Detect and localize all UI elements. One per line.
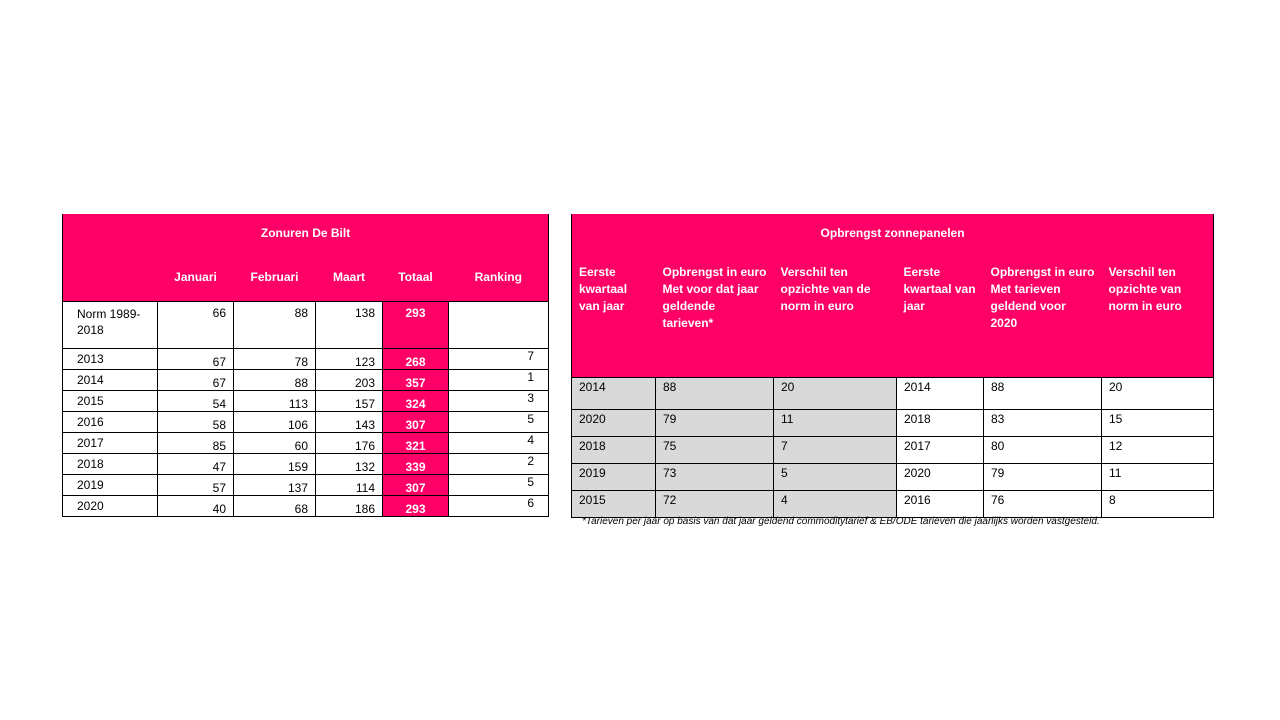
cell-maart: 132 (316, 454, 383, 475)
cell-opbrengst-jaar: 79 (656, 410, 774, 437)
footnote: *Tarieven per jaar op basis van dat jaar geldend commoditytarief & EB/ODE tarieven die jaarlijks worden vastgesteld. (582, 516, 1100, 527)
cell-maart: 123 (316, 349, 383, 370)
cell-maart: 114 (316, 475, 383, 496)
cell-verschil-norm-2: 11 (1102, 464, 1214, 491)
cell-opbrengst-2020: 76 (984, 491, 1102, 518)
table-row (63, 302, 549, 349)
table-row (63, 412, 549, 433)
opbrengst-header-opbrengst-2020: Opbrengst in euro Met tarieven geldend voor 2020 (984, 252, 1102, 378)
opbrengst-title: Opbrengst zonnepanelen (572, 214, 1214, 252)
cell-ranking: 3 (449, 391, 549, 412)
cell-verschil-norm-2: 8 (1102, 491, 1214, 518)
cell-opbrengst-2020: 83 (984, 410, 1102, 437)
cell-verschil-norm: 4 (774, 491, 897, 518)
cell-opbrengst-jaar: 72 (656, 491, 774, 518)
cell-verschil-norm: 7 (774, 437, 897, 464)
cell-verschil-norm-2: 12 (1102, 437, 1214, 464)
zonuren-header-januari: Januari (158, 252, 234, 302)
zonuren-header-empty (63, 252, 158, 302)
cell-maart: 203 (316, 370, 383, 391)
cell-januari: 47 (158, 454, 234, 475)
cell-ranking: 1 (449, 370, 549, 391)
cell-opbrengst-jaar: 88 (656, 378, 774, 410)
row-label: 2013 (63, 349, 158, 370)
cell-januari: 85 (158, 433, 234, 454)
table-row (572, 410, 1214, 437)
table-row (63, 475, 549, 496)
cell-ranking: 6 (449, 496, 549, 517)
row-label: 2020 (63, 496, 158, 517)
cell-kwartaal: 2015 (572, 491, 656, 518)
cell-januari: 40 (158, 496, 234, 517)
cell-kwartaal-2: 2016 (897, 491, 984, 518)
zonuren-title: Zonuren De Bilt (63, 214, 549, 252)
cell-verschil-norm: 5 (774, 464, 897, 491)
cell-januari: 58 (158, 412, 234, 433)
opbrengst-header-verschil-norm-2: Verschil ten opzichte van norm in euro (1102, 252, 1214, 378)
cell-kwartaal-2: 2020 (897, 464, 984, 491)
cell-kwartaal: 2019 (572, 464, 656, 491)
cell-totaal: 293 (383, 302, 449, 349)
cell-kwartaal-2: 2018 (897, 410, 984, 437)
cell-totaal: 307 (383, 412, 449, 433)
cell-februari: 60 (234, 433, 316, 454)
cell-totaal: 324 (383, 391, 449, 412)
row-label: 2015 (63, 391, 158, 412)
cell-opbrengst-jaar: 73 (656, 464, 774, 491)
cell-totaal: 307 (383, 475, 449, 496)
table-row (572, 491, 1214, 518)
cell-februari: 113 (234, 391, 316, 412)
cell-januari: 66 (158, 302, 234, 349)
cell-ranking: 5 (449, 412, 549, 433)
cell-totaal: 293 (383, 496, 449, 517)
cell-maart: 138 (316, 302, 383, 349)
cell-totaal: 339 (383, 454, 449, 475)
zonuren-table (62, 214, 549, 517)
table-row (63, 391, 549, 412)
zonuren-header-ranking: Ranking (449, 252, 549, 302)
opbrengst-header-opbrengst-jaar: Opbrengst in euro Met voor dat jaar geldende tarieven* (656, 252, 774, 378)
cell-opbrengst-2020: 79 (984, 464, 1102, 491)
zonuren-header-totaal: Totaal (383, 252, 449, 302)
cell-februari: 68 (234, 496, 316, 517)
table-row (572, 437, 1214, 464)
row-label: 2018 (63, 454, 158, 475)
cell-kwartaal: 2020 (572, 410, 656, 437)
cell-februari: 106 (234, 412, 316, 433)
cell-februari: 78 (234, 349, 316, 370)
cell-ranking: 7 (449, 349, 549, 370)
cell-kwartaal-2: 2017 (897, 437, 984, 464)
table-row (63, 496, 549, 517)
cell-totaal: 357 (383, 370, 449, 391)
row-label: 2016 (63, 412, 158, 433)
cell-maart: 143 (316, 412, 383, 433)
cell-februari: 88 (234, 370, 316, 391)
zonuren-header-maart: Maart (316, 252, 383, 302)
cell-februari: 159 (234, 454, 316, 475)
cell-totaal: 321 (383, 433, 449, 454)
cell-ranking: 4 (449, 433, 549, 454)
cell-kwartaal: 2014 (572, 378, 656, 410)
cell-maart: 157 (316, 391, 383, 412)
cell-kwartaal-2: 2014 (897, 378, 984, 410)
cell-verschil-norm-2: 15 (1102, 410, 1214, 437)
opbrengst-header-kwartaal-2: Eerste kwartaal van jaar (897, 252, 984, 378)
row-label: Norm 1989-2018 (63, 302, 158, 349)
cell-totaal: 268 (383, 349, 449, 370)
cell-januari: 54 (158, 391, 234, 412)
cell-kwartaal: 2018 (572, 437, 656, 464)
table-row (572, 378, 1214, 410)
cell-verschil-norm: 20 (774, 378, 897, 410)
table-row (63, 370, 549, 391)
opbrengst-header-verschil-norm: Verschil ten opzichte van de norm in euro (774, 252, 897, 378)
cell-verschil-norm: 11 (774, 410, 897, 437)
cell-januari: 67 (158, 370, 234, 391)
table-row (63, 349, 549, 370)
row-label: 2017 (63, 433, 158, 454)
zonuren-header-februari: Februari (234, 252, 316, 302)
cell-februari: 137 (234, 475, 316, 496)
table-row (63, 433, 549, 454)
opbrengst-header-kwartaal: Eerste kwartaal van jaar (572, 252, 656, 378)
cell-ranking: 5 (449, 475, 549, 496)
cell-februari: 88 (234, 302, 316, 349)
cell-maart: 186 (316, 496, 383, 517)
row-label: 2019 (63, 475, 158, 496)
cell-januari: 57 (158, 475, 234, 496)
cell-opbrengst-jaar: 75 (656, 437, 774, 464)
opbrengst-table (571, 214, 1214, 518)
cell-opbrengst-2020: 88 (984, 378, 1102, 410)
row-label: 2014 (63, 370, 158, 391)
cell-opbrengst-2020: 80 (984, 437, 1102, 464)
cell-maart: 176 (316, 433, 383, 454)
cell-ranking: 2 (449, 454, 549, 475)
cell-verschil-norm-2: 20 (1102, 378, 1214, 410)
table-row (572, 464, 1214, 491)
cell-januari: 67 (158, 349, 234, 370)
table-row (63, 454, 549, 475)
cell-ranking (449, 302, 549, 349)
